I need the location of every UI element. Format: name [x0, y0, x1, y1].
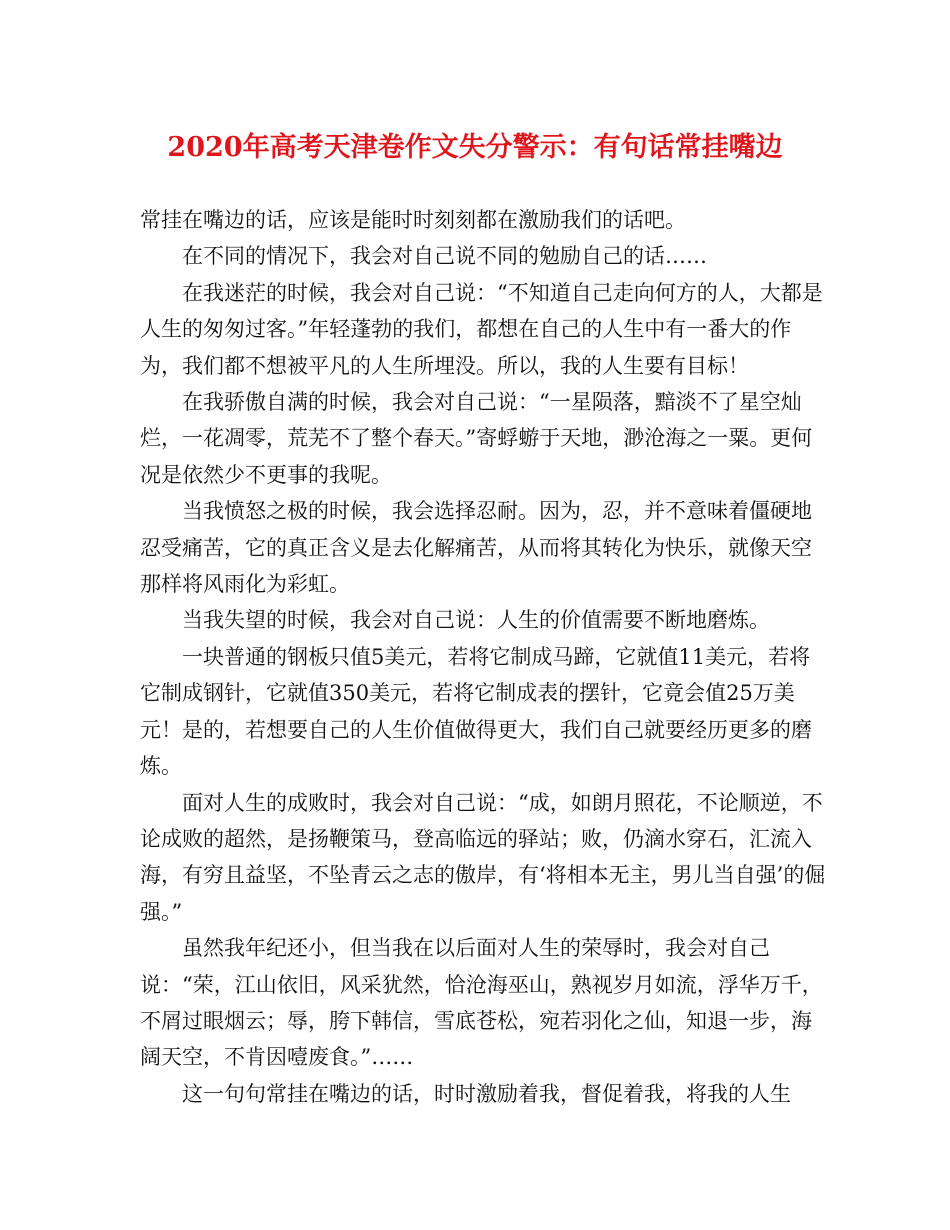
document-body: [140, 202, 830, 1112]
document-title: 2020年高考天津卷作文失分警示：有句话常挂嘴边: [167, 132, 783, 163]
paragraph: 常挂在嘴边的话，应该是能时时刻刻都在激励我们的话吧。: [140, 208, 686, 232]
paragraph: 在不同的情况下，我会对自己说不同的勉励自己的话……: [182, 244, 707, 269]
paragraph: 在我骄傲自满的时候，我会对自己说：“一星陨落，黯淡不了星空灿烂，一花凋零，荒芜不了整个春天。”寄蜉蝣于天地，渺沧海之一粟。更何况是依然少不更事的我呢。: [140, 390, 813, 487]
paragraph: 当我愤怒之极的时候，我会选择忍耐。因为，忍，并不意味着僵硬地忍受痛苦，它的真正含义是去化解痛苦，从而将其转化为快乐，就像天空那样将风雨化为彩虹。: [140, 499, 812, 597]
paragraph: 虽然我年纪还小，但当我在以后面对人生的荣辱时，我会对自己说：“荣，江山依旧，风采犹然，恰沧海巫山，熟视岁月如流，浮华万千，不屑过眼烟云；辱，胯下韩信，雪底苍松，宛若羽化之仙，知退一步，海阔天空，不肯因噎废食。”……: [140, 936, 823, 1070]
paragraph: 面对人生的成败时，我会对自己说：“成，如朗月照花，不论顺逆，不论成败的超然，是扬鞭策马，登高临远的驿站；败，仍滴水穿石，汇流入海，有穷且益坚，不坠青云之志的傲岸，有‘将相本无主，男儿当自强’的倔强。”: [140, 790, 826, 924]
paragraph: 这一句句常挂在嘴边的话，时时激励着我，督促着我，将我的人生: [182, 1081, 791, 1106]
paragraph: 一块普通的钢板只值5美元，若将它制成马蹄，它就值11美元，若将它制成钢针，它就值350美元，若将它制成表的摆针，它竟会值25万美元！是的，若想要自己的人生价值做得更大，我们自己就要经历更多的磨炼。: [140, 644, 812, 779]
paragraph: 当我失望的时候，我会对自己说：人生的价值需要不断地磨炼。: [182, 608, 770, 633]
paragraph: 在我迷茫的时候，我会对自己说：“不知道自己走向何方的人，大都是人生的匆匆过客。”年轻蓬勃的我们，都想在自己的人生中有一番大的作为，我们都不想被平凡的人生所埋没。所以，我的人生要有目标！: [140, 280, 823, 378]
